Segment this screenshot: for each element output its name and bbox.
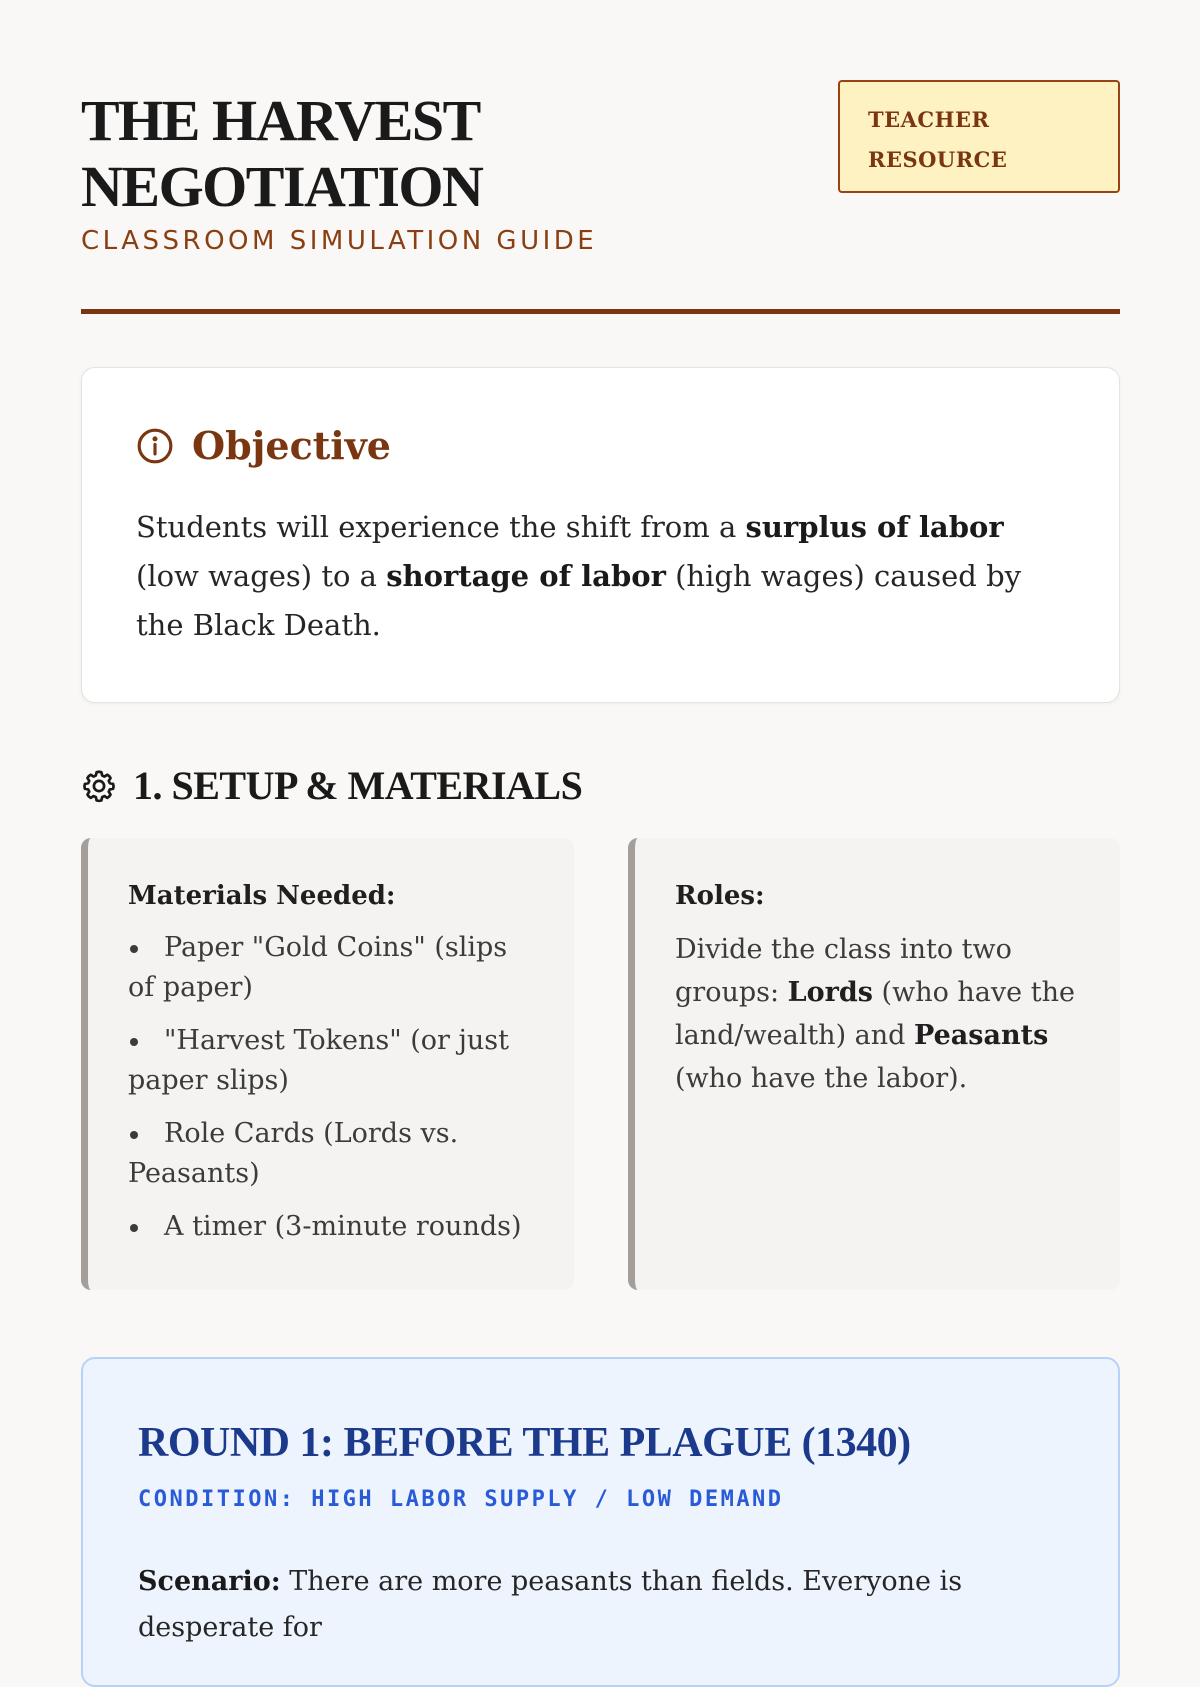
badge-line-2: RESOURCE [868, 147, 1008, 172]
objective-text-part: Students will experience the shift from a [136, 510, 746, 544]
roles-text-part: (who have the labor). [675, 1063, 968, 1094]
roles-bold-lords: Lords [787, 977, 873, 1008]
materials-heading: Materials Needed: [128, 881, 396, 911]
title-line-1: THE HARVEST [81, 88, 480, 153]
teacher-resource-badge [838, 80, 1120, 193]
list-item: "Harvest Tokens" (or just paper slips) [128, 1021, 536, 1101]
list-item: Paper "Gold Coins" (slips of paper) [128, 928, 536, 1008]
page-header [81, 80, 1120, 314]
title-line-2: NEGOTIATION [81, 154, 483, 219]
objective-bold-shortage: shortage of labor [386, 559, 666, 593]
page-title [81, 88, 721, 220]
setup-heading-label: 1. SETUP & MATERIALS [133, 763, 583, 808]
materials-list [128, 928, 536, 1247]
objective-text-part: (low wages) to a [136, 559, 387, 593]
objective-bold-surplus: surplus of labor [745, 510, 1004, 544]
list-item: A timer (3-minute rounds) [128, 1207, 536, 1247]
info-icon [136, 427, 174, 465]
list-item: Role Cards (Lords vs. Peasants) [128, 1114, 536, 1194]
setup-heading [81, 762, 582, 809]
objective-text-part: (high wages) caused by the Black Death. [136, 559, 1022, 642]
roles-text [675, 928, 1082, 1100]
badge-line-1: TEACHER [868, 107, 990, 132]
objective-card [81, 367, 1120, 703]
roles-bold-peasants: Peasants [914, 1020, 1049, 1051]
round-1-scenario [138, 1559, 1078, 1651]
roles-heading: Roles: [675, 881, 765, 911]
roles-text-part: (who have the land/wealth) and [675, 977, 1075, 1051]
round-1-condition: CONDITION: HIGH LABOR SUPPLY / LOW DEMAND [138, 1487, 784, 1512]
roles-box [628, 838, 1120, 1290]
scenario-label: Scenario: [138, 1566, 281, 1597]
objective-text [136, 503, 1051, 650]
scenario-text: There are more peasants than fields. Everyone is desperate for [138, 1566, 963, 1643]
gear-icon [81, 768, 117, 804]
page-subtitle: CLASSROOM SIMULATION GUIDE [81, 226, 598, 256]
materials-box [81, 838, 574, 1290]
round-1-heading: ROUND 1: BEFORE THE PLAGUE (1340) [138, 1420, 911, 1466]
roles-text-part: Divide the class into two groups: [675, 934, 1012, 1008]
objective-heading-label: Objective [192, 423, 391, 468]
objective-heading [136, 423, 391, 468]
round-1-card [81, 1357, 1120, 1687]
